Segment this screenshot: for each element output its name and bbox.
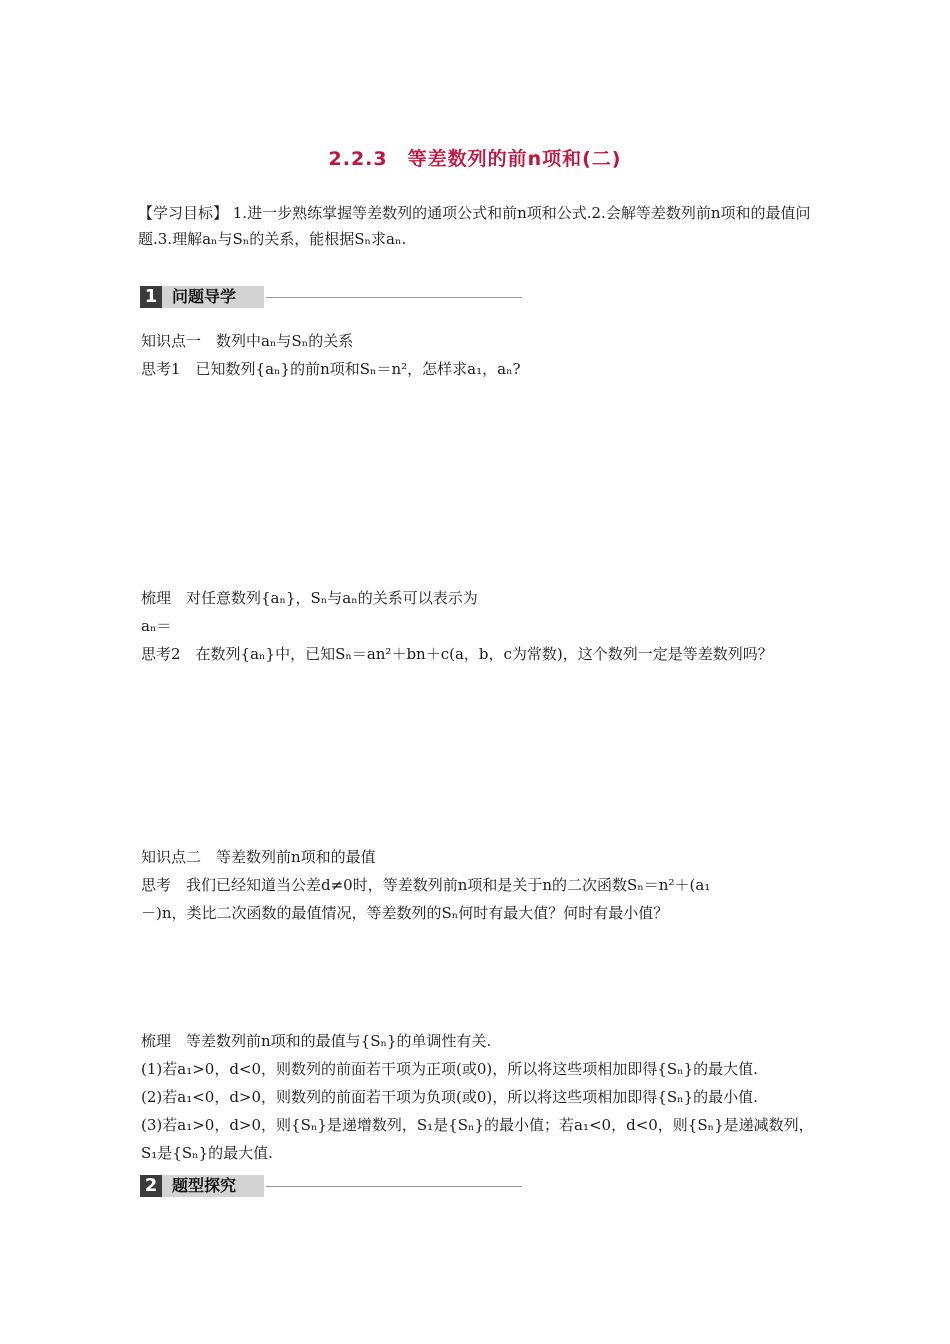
section-header-2 xyxy=(140,1175,522,1197)
case-2: (2)若a₁<0，d>0，则数列的前面若干项为负项(或0)，所以将这些项相加即得{Sₙ}的最小值. xyxy=(141,1088,758,1106)
knowledge-point-2: 知识点二 等差数列前n项和的最值 xyxy=(141,848,376,866)
think-question-3-line-2: －)n，类比二次函数的最值情况，等差数列的Sₙ何时有最大值？何时有最小值？ xyxy=(141,904,669,922)
summary-1: 梳理 对任意数列{aₙ}，Sₙ与aₙ的关系可以表示为 xyxy=(141,589,478,607)
section-number: 2 xyxy=(140,1175,162,1197)
summary-2: 梳理 等差数列前n项和的最值与{Sₙ}的单调性有关. xyxy=(141,1032,492,1050)
think-question-1: 思考1 已知数列{aₙ}的前n项和Sₙ＝n²，怎样求a₁，aₙ? xyxy=(141,360,521,378)
case-3-line-1: (3)若a₁>0，d>0，则{Sₙ}是递增数列，S₁是{Sₙ}的最小值；若a₁<0，d<0，则{Sₙ}是递减数列， xyxy=(141,1116,814,1134)
section-divider xyxy=(266,297,522,298)
section-divider xyxy=(266,1186,522,1187)
section-header-1 xyxy=(140,286,522,308)
page-title: 2.2.3 等差数列的前n项和(二) xyxy=(328,148,622,170)
an-equation: aₙ＝ xyxy=(141,617,172,635)
section-number: 1 xyxy=(140,286,162,308)
think-question-2: 思考2 在数列{aₙ}中，已知Sₙ＝an²＋bn＋c(a，b，c为常数)，这个数列一定是等差数列吗？ xyxy=(141,645,773,663)
knowledge-point-1: 知识点一 数列中aₙ与Sₙ的关系 xyxy=(141,332,354,350)
learning-objectives: 【学习目标】 1.进一步熟练掌握等差数列的通项公式和前n项和公式.2.会解等差数列前n项和的最值问题.3.理解aₙ与Sₙ的关系，能根据Sₙ求aₙ. xyxy=(138,204,811,248)
section-title: 问题导学 xyxy=(172,287,237,306)
think-question-3-line-1: 思考 我们已经知道当公差d≠0时，等差数列前n项和是关于n的二次函数Sₙ＝n²＋(a₁ xyxy=(141,876,711,894)
case-1: (1)若a₁>0，d<0，则数列的前面若干项为正项(或0)，所以将这些项相加即得{Sₙ}的最大值. xyxy=(141,1060,758,1078)
case-3-line-2: S₁是{Sₙ}的最大值. xyxy=(141,1144,273,1162)
section-title: 题型探究 xyxy=(172,1176,237,1195)
